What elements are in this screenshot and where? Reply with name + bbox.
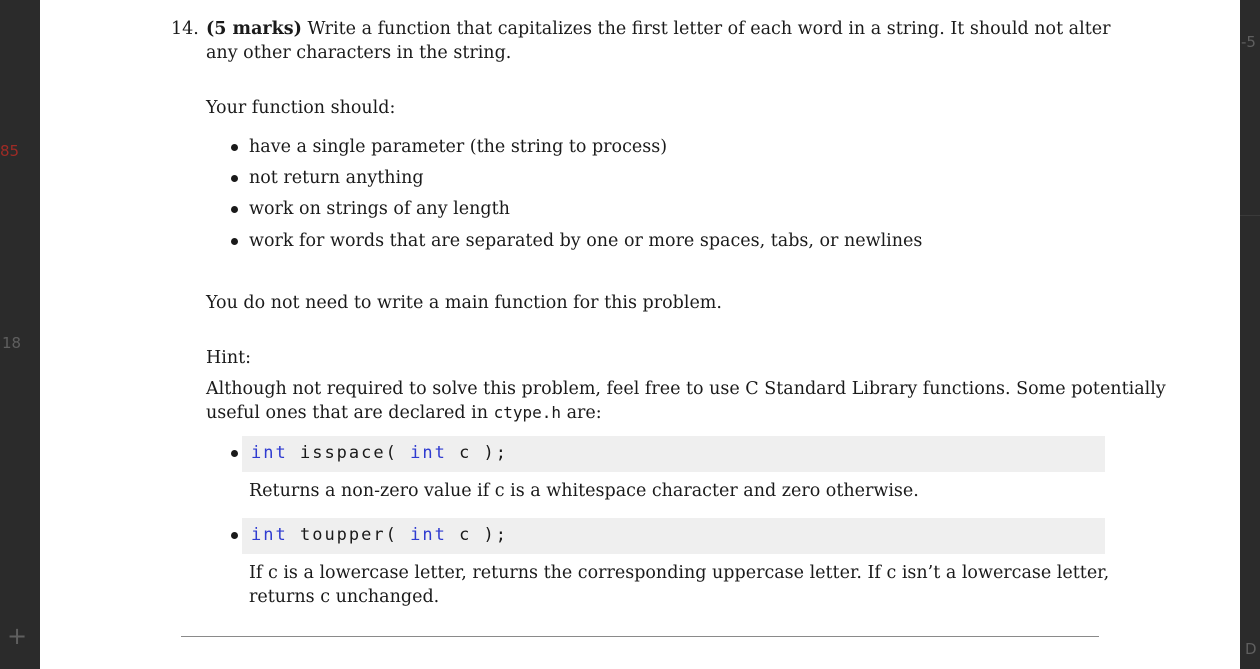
left-margin-gutter bbox=[0, 0, 40, 669]
function-description: If c is a lowercase letter, returns the corresponding uppercase letter. If c isn’t a lowercase letter, bbox=[249, 563, 1110, 583]
main-function-note: You do not need to write a main function for this problem. bbox=[206, 293, 722, 313]
keyword: int bbox=[251, 443, 288, 463]
bullet-icon bbox=[231, 238, 238, 245]
function-name: toupper( bbox=[299, 525, 398, 545]
add-icon[interactable]: + bbox=[7, 622, 28, 650]
question-line-2: any other characters in the string. bbox=[206, 43, 512, 63]
keyword: int bbox=[410, 443, 447, 463]
gutter-number: 85 bbox=[0, 142, 20, 160]
bullet-icon bbox=[231, 206, 238, 213]
requirement-item: work for words that are separated by one or more spaces, tabs, or newlines bbox=[249, 231, 923, 251]
function-signature bbox=[251, 524, 508, 546]
bullet-icon bbox=[231, 450, 238, 457]
gutter-number: 18 bbox=[2, 334, 22, 352]
keyword: int bbox=[410, 525, 447, 545]
question-marks: (5 marks) bbox=[206, 19, 302, 39]
keyword: int bbox=[251, 525, 288, 545]
requirement-item: have a single parameter (the string to process) bbox=[249, 137, 668, 157]
right-margin-gutter bbox=[1240, 0, 1260, 669]
bullet-icon bbox=[231, 144, 238, 151]
function-description: returns c unchanged. bbox=[249, 587, 440, 607]
requirements-intro: Your function should: bbox=[206, 98, 396, 118]
function-name: isspace( bbox=[299, 443, 398, 463]
document-page bbox=[40, 0, 1240, 669]
bullet-icon bbox=[231, 175, 238, 182]
hint-line-2 bbox=[206, 402, 602, 424]
header-file-name: ctype.h bbox=[493, 403, 562, 422]
code-block bbox=[242, 518, 1105, 554]
hint-text: are: bbox=[566, 403, 602, 423]
requirement-item: not return anything bbox=[249, 168, 424, 188]
code-block bbox=[242, 436, 1105, 472]
function-description: Returns a non-zero value if c is a whitespace character and zero otherwise. bbox=[249, 481, 919, 501]
question-number: 14. bbox=[171, 19, 199, 39]
section-divider bbox=[181, 636, 1099, 637]
gutter-marker: D bbox=[1245, 640, 1257, 658]
hint-line-1: Although not required to solve this problem, feel free to use C Standard Library functions. Some potentially bbox=[206, 379, 1166, 399]
function-signature bbox=[251, 442, 508, 464]
function-params: c ); bbox=[459, 443, 509, 463]
hint-text: useful ones that are declared in bbox=[206, 403, 489, 423]
hint-label: Hint: bbox=[206, 348, 252, 368]
bullet-icon bbox=[231, 532, 238, 539]
question-line-1 bbox=[206, 18, 1110, 40]
gutter-marker: -5 bbox=[1241, 33, 1256, 51]
function-params: c ); bbox=[459, 525, 509, 545]
question-text: Write a function that capitalizes the first letter of each word in a string. It should not alter bbox=[307, 19, 1111, 39]
divider bbox=[1240, 215, 1260, 216]
requirement-item: work on strings of any length bbox=[249, 199, 510, 219]
